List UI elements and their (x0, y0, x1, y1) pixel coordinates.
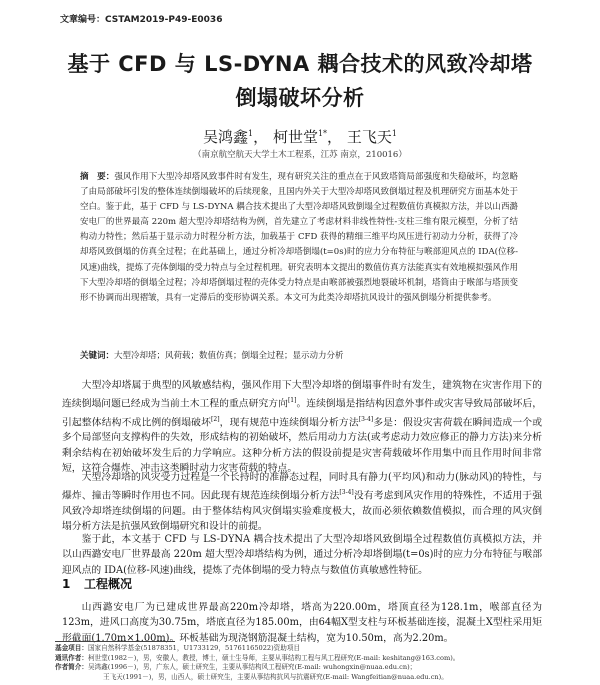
citation-ref[interactable]: [3-4] (358, 415, 374, 423)
footnote-authors-cont: 王飞天(1991－)，男，山西人，硕士研究生，主要从事结构抗风与抗震研究(E-mail: Wangfeitian@nuaa.edu.cn)。 (103, 672, 448, 681)
body-paragraph (62, 378, 542, 476)
abstract-label: 摘 要： (80, 172, 115, 182)
keywords-label: 关键词： (80, 351, 115, 361)
footnote-text: 国家自然科学基金(51878351，U1733129，51761165022)资助项目 (87, 644, 301, 652)
footnotes (55, 644, 555, 682)
author-name: 王飞天 (346, 128, 392, 146)
body-text: 没有考虑到风灾作用的特殊性，不适用于强风致冷却塔连续倒塌的问题。由于整体结构风灾倒塌实验难度极大，故而必须依赖数值模拟，而合理的风灾倒塌分析方法是抗强风致倒塌研究和设计的前提。 (62, 490, 543, 533)
paper-title-line-2: 倒塌破坏分析 (235, 86, 365, 110)
body-paragraph: 山西潞安电厂为已建成世界最高220m冷却塔，塔高为220.00m，塔顶直径为128.1m，喉部直径为123m，进风口高度为30.75m，塔底直径为185.00m，由64幅X型支柱与环板基础连接，混凝土X型柱采用矩形截面(1.70m×1.00m)。环板基础为现浇钢筋混凝土结构，宽为10.50m，高为2.20m。 (62, 602, 542, 644)
section-heading (62, 575, 132, 592)
section-title: 工程概况 (84, 577, 133, 591)
footnote-authors (55, 663, 555, 673)
keywords-text: 大型冷却塔；风荷载；数值仿真；倒塌全过程；显示动力分析 (114, 351, 344, 361)
citation-ref[interactable]: [2] (211, 415, 220, 423)
author-affil-mark: 1 (391, 129, 397, 138)
body-paragraph (62, 470, 542, 534)
author-separator: ， (253, 128, 269, 146)
body-text: 大型冷却塔的风灾受力过程是一个长持时的准静态过程，同时具有静力(平均风)和动力(脉动风)的特性，与爆炸、撞击等瞬时作用也不同。因此现有规范连续倒塌分析方法 (62, 472, 542, 502)
article-number: 文章编号：CSTAM2019-P49-E0036 (60, 15, 223, 25)
footnote-label: 作者简介： (55, 663, 88, 672)
footnote-label: 通讯作者： (55, 653, 88, 662)
author-list (40, 126, 560, 147)
footnote-corresponding (55, 654, 555, 664)
body-text: 。连续倒塌是指结构因意外事件或灾害导致局部破坏后，引起整体结构不成比例的倒塌破坏 (62, 398, 543, 429)
author-separator: ， (327, 128, 343, 146)
footnote-label: 基金项目： (55, 644, 88, 652)
footnote-text: 吴鸿鑫(1996－)，男，广东人，硕士研究生，主要从事结构风工程研究(E-mail: wuhongxin@nuaa.edu.cn)； (87, 663, 417, 672)
author-name: 吴鸿鑫 (203, 128, 249, 146)
body-text: 多是：假设灾害荷载在瞬间造成一个或多个局部竖向支撑构件的失效，形成结构的初始破坏，然后用动力方法(或考虑动力效应修正的静力方法)来分析剩余结构在初始破坏发生后的力学响应。这种分析方法的假设前提是灾害荷载破坏作用集中而且作用时间非常短，这符合爆炸、冲击这类瞬时动力灾害荷载的特点。 (62, 417, 543, 475)
author-affil-mark: 1 (248, 129, 254, 138)
body-paragraph: 鉴于此，本文基于 CFD 与 LS-DYNA 耦合技术提出了大型冷却塔风致倒塌全过程数值仿真模拟方法，并以山西潞安电厂世界最高 220m 超大型冷却塔结构为例，通过分析冷却塔倒塌(t=0s)时的应力分布特征与喉部迎风点的 IDA(位移-风速)曲线，提炼了壳体倒塌的受力特点与数值仿真敏感性特征。 (62, 534, 542, 576)
citation-ref[interactable]: [1] (287, 397, 297, 405)
keywords (80, 349, 518, 361)
author-name: 柯世堂 (272, 128, 318, 146)
paper-title-line-1: 基于 CFD 与 LS-DYNA 耦合技术的风致冷却塔 (67, 52, 533, 76)
abstract (80, 170, 518, 306)
citation-ref[interactable]: [3-4] (339, 489, 354, 497)
abstract-text: 强风作用下大型冷却塔风致事件时有发生，现有研究关注的重点在于风致塔筒局部强度和失稳破坏，均忽略了由局部破坏引发的整体连续倒塌破坏的后续现象，且国内外关于大型冷却塔风致倒塌过程及机理研究方面基本处于空白。鉴于此，基于 CFD 与 LS-DYNA 耦合技术提出了大型冷却塔风致倒塌全过程数值仿真模拟方法，并以山西潞安电厂的世界最高 220m 超大型冷却塔结构为例，首先建立了考虑材料非线性特性-支柱三维有限元模型，分析了结构动力特性；然后基于显示动力时程分析方法，加载基于 CFD 获得的精细三维平均风压进行初动力分析，获得了冷却塔风致倒塌的仿真全过程；在此基础上，通过分析冷却塔倒塌(t=0s)时的应力分布特征与喉部迎风点的 IDA(位移-风速)曲线，提炼了壳体倒塌的受力特点与全过程机理。研究表明本文提出的数值仿真方法能真实有效地模拟强风作用下大型冷却塔的倒塌全过程；冷却塔倒塌过程的壳体受力特点是由喉部被强烈地裂破坏机制，塔筒由于喉部与塔顶变形不协调而出现褶皱，具有一定滞后的变形协调关系。本文可为此类冷却塔抗风设计的强风倒塌分析提供参考。 (80, 172, 518, 303)
footnote-divider (55, 641, 175, 642)
body-text: 大型冷却塔属于典型的风敏感结构，强风作用下大型冷却塔的倒塌事件时有发生，建筑物在灾害作用下的连续倒塌问题已经成为当前土木工程的重点研究方向 (62, 380, 542, 410)
affiliation: （南京航空航天大学土木工程系，江苏 南京，210016） (193, 150, 407, 160)
section-number: 1 (62, 577, 71, 591)
footnote-funding (55, 644, 555, 654)
footnote-text: 柯世堂(1982－)，男，安徽人，教授，博士，硕士生导师，主要从事结构工程与风工程研究(E-mail: keshitang@163.com)。 (87, 653, 460, 662)
body-text: ，现有规范中连续倒塌分析方法 (219, 417, 359, 429)
author-affil-mark: 1* (317, 129, 328, 138)
